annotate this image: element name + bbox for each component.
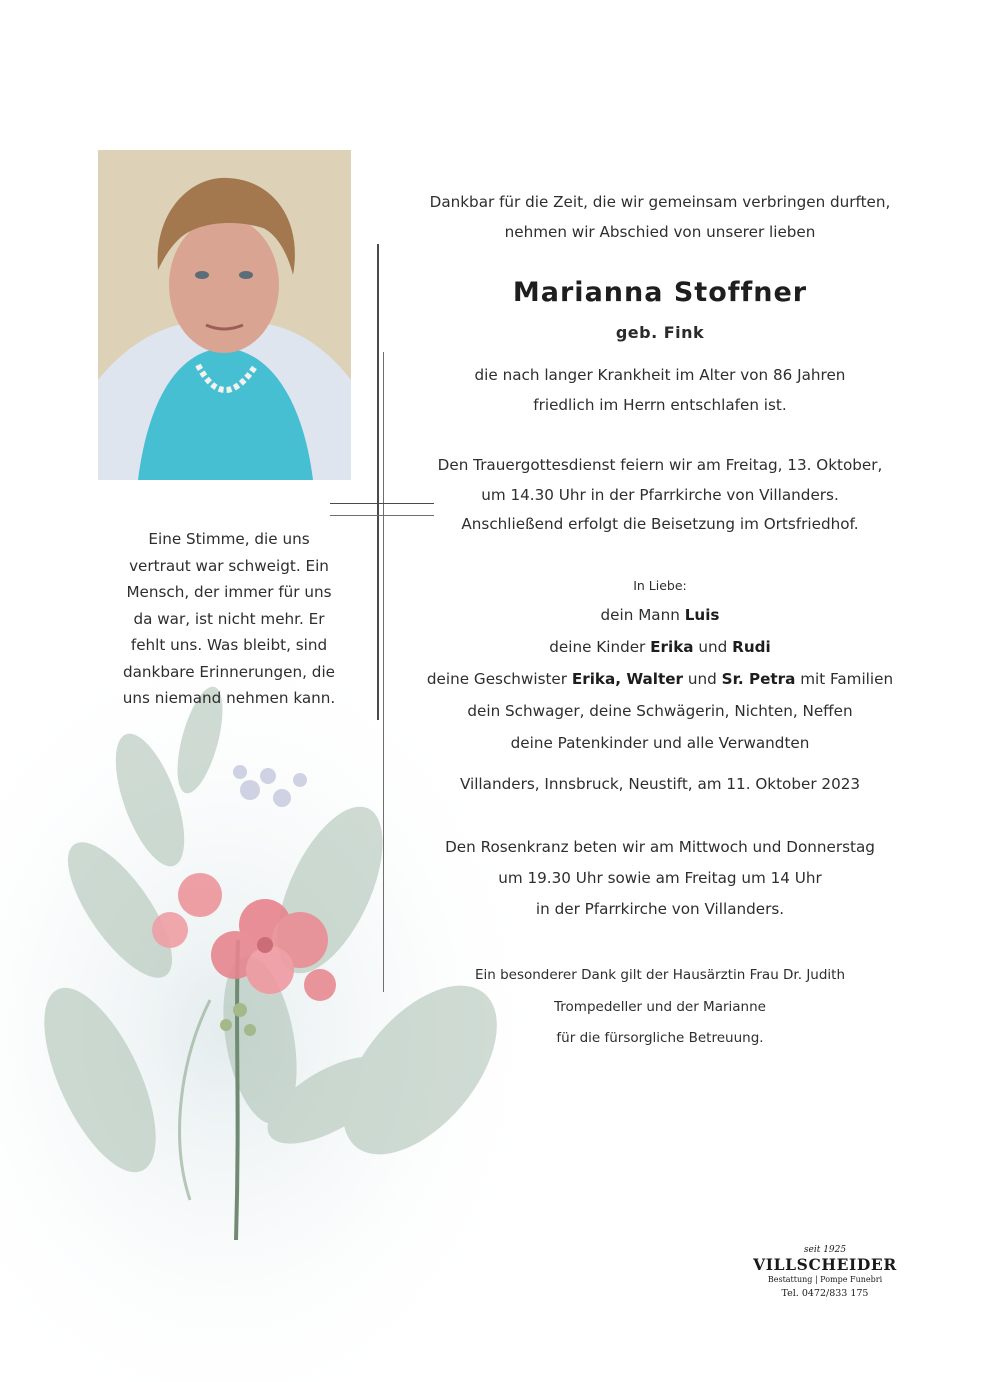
birth-name: geb. Fink: [615, 323, 705, 342]
thanks-line-3: für die fürsorgliche Betreuung.: [556, 1030, 764, 1046]
funeral-service-text: [400, 451, 920, 540]
family-name-bold: Erika, Walter: [571, 670, 684, 688]
family-name-bold: Luis: [684, 606, 720, 624]
family-line-3: [400, 663, 920, 695]
family-name-bold: Erika: [650, 638, 694, 656]
deceased-name: Marianna Stoffner: [512, 277, 808, 308]
memorial-verse: [98, 526, 360, 712]
family-name-bold: Sr. Petra: [721, 670, 796, 688]
death-line-1: die nach langer Krankheit im Alter von 86 Jahren: [474, 366, 846, 384]
rosary-line-1: Den Rosenkranz beten wir am Mittwoch und Donnerstag: [445, 838, 875, 856]
rosary-line-2: um 19.30 Uhr sowie am Freitag um 14 Uhr: [498, 869, 822, 887]
intro-line-1: Dankbar für die Zeit, die wir gemeinsam verbringen durften,: [429, 193, 891, 211]
family-line-4: dein Schwager, deine Schwägerin, Nichten, Neffen: [467, 702, 853, 720]
logo-since: seit 1925: [803, 1245, 847, 1255]
verse-line: vertraut war schweigt. Ein: [129, 556, 329, 575]
logo-subtitle: Bestattung | Pompe Funebri: [767, 1275, 883, 1284]
cross-vertical-line: [377, 244, 379, 720]
family-list: [400, 599, 920, 759]
death-line-2: friedlich im Herrn entschlafen ist.: [533, 395, 787, 414]
thanks-text: [400, 960, 920, 1055]
family-line-2: [400, 631, 920, 663]
place-date: Villanders, Innsbruck, Neustift, am 11. Oktober 2023: [459, 775, 861, 793]
verse-line: Eine Stimme, die uns: [148, 530, 310, 548]
family-text: deine Kinder: [549, 638, 651, 656]
rosary-line-3: in der Pfarrkirche von Villanders.: [535, 900, 785, 918]
intro-text: [400, 188, 920, 247]
verse-line: fehlt uns. Was bleibt, sind: [130, 636, 328, 654]
in-love-label: In Liebe:: [633, 578, 687, 593]
verse-line: Mensch, der immer für uns: [126, 583, 332, 601]
cross-vertical-line-secondary: [383, 352, 384, 992]
thanks-line-1: Ein besonderer Dank gilt der Hausärztin Frau Dr. Judith: [474, 967, 846, 983]
verse-line: dankbare Erinnerungen, die: [122, 662, 336, 681]
logo-brand: VILLSCHEIDER: [753, 1255, 897, 1274]
family-text: dein Mann: [600, 606, 685, 624]
family-line-1: [400, 599, 920, 631]
family-text: deine Geschwister: [426, 670, 572, 688]
family-name-bold: Rudi: [732, 638, 771, 656]
family-line-5: deine Patenkinder und alle Verwandten: [510, 734, 810, 752]
verse-line: da war, ist nicht mehr. Er: [133, 609, 325, 628]
death-text: [400, 361, 920, 420]
family-text: und: [683, 670, 722, 688]
verse-line: uns niemand nehmen kann.: [122, 689, 336, 707]
portrait-photo: [98, 150, 351, 480]
service-line-2: um 14.30 Uhr in der Pfarrkirche von Villanders.: [481, 485, 839, 504]
thanks-line-2: Trompedeller und der Marianne: [554, 998, 766, 1015]
undertaker-logo: [740, 1245, 910, 1302]
family-text: und: [693, 638, 733, 656]
service-line-3: Anschließend erfolgt die Beisetzung im Ortsfriedhof.: [461, 515, 859, 533]
rosary-text: [400, 832, 920, 925]
service-line-1: Den Trauergottesdienst feiern wir am Freitag, 13. Oktober,: [437, 456, 883, 474]
intro-line-2: nehmen wir Abschied von unserer lieben: [504, 222, 816, 241]
family-text: mit Familien: [795, 670, 894, 688]
logo-phone: Tel. 0472/833 175: [781, 1288, 869, 1299]
